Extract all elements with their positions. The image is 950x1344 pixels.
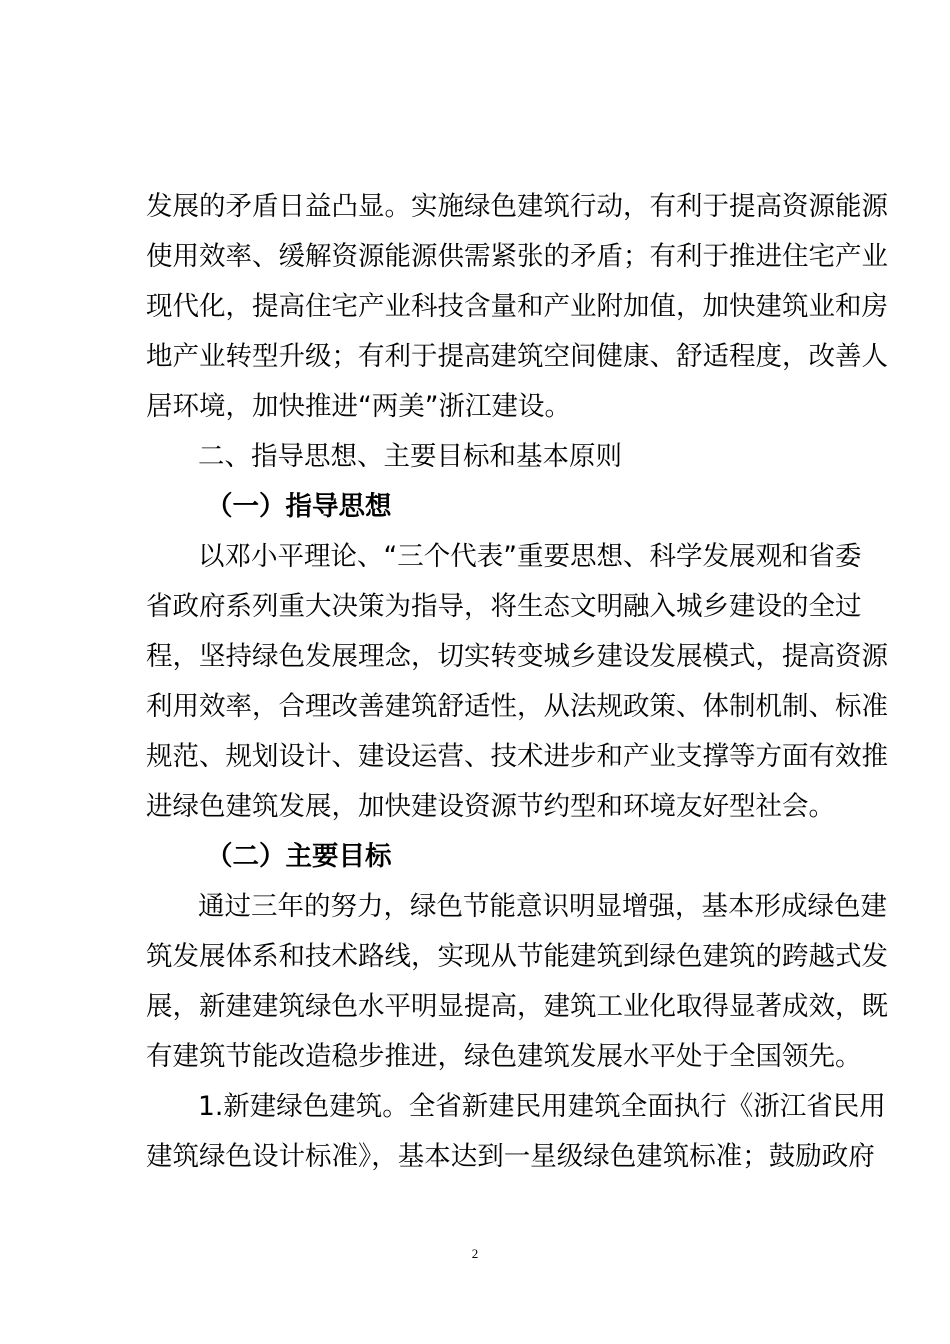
paragraph-line: 建筑绿色设计标准》，基本达到一星级绿色建筑标准；鼓励政府 — [146, 1141, 875, 1172]
paragraph-line: 利用效率，合理改善建筑舒适性，从法规政策、体制机制、标准 — [146, 691, 888, 722]
paragraph-line: 筑发展体系和技术路线，实现从节能建筑到绿色建筑的跨越式发 — [146, 941, 888, 972]
paragraph-line: 现代化，提高住宅产业科技含量和产业附加值，加快建筑业和房 — [146, 291, 888, 322]
paragraph-line: 以邓小平理论、“三个代表”重要思想、科学发展观和省委 — [198, 541, 862, 572]
section-heading: 二、指导思想、主要目标和基本原则 — [198, 441, 622, 472]
paragraph-line: 省政府系列重大决策为指导，将生态文明融入城乡建设的全过 — [146, 591, 862, 622]
paragraph-line: 使用效率、缓解资源能源供需紧张的矛盾；有利于推进住宅产业 — [146, 241, 888, 272]
paragraph-line: 进绿色建筑发展，加快建设资源节约型和环境友好型社会。 — [146, 791, 835, 822]
paragraph-line: 发展的矛盾日益凸显。实施绿色建筑行动，有利于提高资源能源 — [146, 191, 888, 222]
paragraph-line: 展，新建建筑绿色水平明显提高，建筑工业化取得显著成效，既 — [146, 991, 888, 1022]
paragraph-line: 地产业转型升级；有利于提高建筑空间健康、舒适程度，改善人 — [146, 341, 888, 372]
paragraph-line: 通过三年的努力，绿色节能意识明显增强，基本形成绿色建 — [198, 891, 887, 922]
paragraph-line: 1.新建绿色建筑。全省新建民用建筑全面执行《浙江省民用 — [198, 1091, 886, 1122]
subsection-heading: （二）主要目标 — [206, 841, 392, 872]
paragraph-line: 规范、规划设计、建设运营、技术进步和产业支撑等方面有效推 — [146, 741, 888, 772]
paragraph-line: 有建筑节能改造稳步推进，绿色建筑发展水平处于全国领先。 — [146, 1041, 862, 1072]
paragraph-line: 程，坚持绿色发展理念，切实转变城乡建设发展模式，提高资源 — [146, 641, 888, 672]
page-number: 2 — [471, 1246, 479, 1261]
subsection-heading: （一）指导思想 — [206, 491, 392, 522]
paragraph-line: 居环境，加快推进“两美”浙江建设。 — [146, 391, 571, 422]
